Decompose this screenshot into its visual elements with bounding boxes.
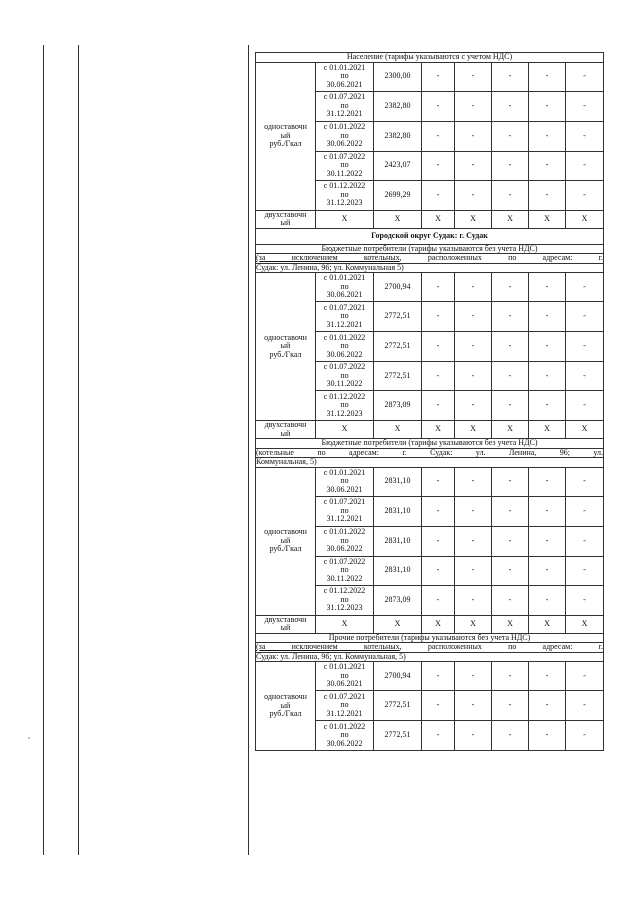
text-line: 31.12.2023 bbox=[326, 408, 363, 418]
text-line: с 01.07.2021 bbox=[323, 691, 366, 701]
text-line: 30.06.2022 bbox=[326, 139, 363, 149]
date-range bbox=[316, 362, 374, 391]
text-line: по bbox=[340, 189, 349, 199]
date-range bbox=[316, 721, 374, 751]
x-value: Х bbox=[566, 421, 604, 439]
text-line: с 01.01.2022 bbox=[323, 527, 366, 537]
empty-value: - bbox=[422, 121, 455, 151]
date-range bbox=[316, 556, 374, 585]
empty-value: - bbox=[492, 691, 529, 721]
empty-value: - bbox=[455, 151, 492, 180]
empty-value: - bbox=[566, 332, 604, 362]
section-note-row bbox=[256, 263, 604, 273]
empty-value: - bbox=[566, 151, 604, 180]
note-underlined: (за исключением котельных bbox=[256, 253, 400, 262]
empty-value: - bbox=[455, 332, 492, 362]
text-line: ый bbox=[280, 130, 291, 140]
unit-two-rate bbox=[256, 421, 316, 439]
section-note-row bbox=[256, 254, 604, 264]
date-range bbox=[316, 91, 374, 121]
price-value: 2831,10 bbox=[374, 526, 422, 556]
empty-value: - bbox=[422, 556, 455, 585]
price-value: 2423,07 bbox=[374, 151, 422, 180]
empty-value: - bbox=[529, 467, 566, 496]
empty-value: - bbox=[529, 691, 566, 721]
margin-line-inner bbox=[78, 45, 79, 855]
price-value: 2382,80 bbox=[374, 91, 422, 121]
margin-line-table bbox=[248, 45, 249, 855]
unit-two-rate bbox=[256, 615, 316, 633]
text-line: 31.12.2023 bbox=[326, 603, 363, 613]
tariff-row bbox=[256, 662, 604, 691]
price-value: 2772,51 bbox=[374, 362, 422, 391]
text-line: 30.11.2022 bbox=[326, 379, 363, 389]
city-row bbox=[256, 228, 604, 244]
price-value: 2831,10 bbox=[374, 467, 422, 496]
date-range bbox=[316, 391, 374, 421]
empty-value: - bbox=[492, 62, 529, 91]
empty-value: - bbox=[492, 391, 529, 421]
text-line: двухставочн bbox=[264, 209, 307, 219]
text-line: по bbox=[340, 130, 349, 140]
text-line: с 01.01.2021 bbox=[323, 467, 366, 477]
empty-value: - bbox=[566, 302, 604, 332]
empty-value: - bbox=[492, 585, 529, 615]
empty-value: - bbox=[492, 91, 529, 121]
price-value: 2700,94 bbox=[374, 662, 422, 691]
text-line: ый bbox=[280, 623, 291, 632]
empty-value: - bbox=[455, 302, 492, 332]
empty-value: - bbox=[422, 62, 455, 91]
text-line: по bbox=[340, 370, 349, 380]
empty-value: - bbox=[455, 526, 492, 556]
text-line: одноставочн bbox=[264, 122, 307, 132]
text-line: руб./Гкал bbox=[269, 709, 302, 719]
empty-value: - bbox=[492, 556, 529, 585]
empty-value: - bbox=[529, 556, 566, 585]
price-value: 2873,09 bbox=[374, 391, 422, 421]
section-note: (котельные по адресам: г. Судак: ул. Ленина, 96; ул. bbox=[256, 447, 604, 457]
empty-value: - bbox=[566, 556, 604, 585]
x-value: Х bbox=[529, 421, 566, 439]
empty-value: - bbox=[529, 151, 566, 180]
x-value: Х bbox=[422, 210, 455, 228]
city-heading: Городской округ Судак: г. Судак bbox=[256, 228, 604, 244]
text-line: по bbox=[340, 400, 349, 410]
text-line: с 01.01.2022 bbox=[323, 122, 366, 132]
price-value: 2699,29 bbox=[374, 180, 422, 210]
margin-line-left bbox=[43, 45, 44, 855]
text-line: с 01.07.2022 bbox=[323, 362, 366, 372]
text-line: по bbox=[340, 505, 349, 515]
empty-value: - bbox=[455, 273, 492, 302]
text-line: по bbox=[340, 311, 349, 321]
empty-value: - bbox=[492, 180, 529, 210]
x-value: Х bbox=[455, 615, 492, 633]
text-line: по bbox=[340, 71, 349, 81]
empty-value: - bbox=[529, 180, 566, 210]
x-value: Х bbox=[374, 210, 422, 228]
empty-value: - bbox=[566, 362, 604, 391]
empty-value: - bbox=[455, 391, 492, 421]
empty-value: - bbox=[422, 332, 455, 362]
section-note: Судак: ул. Ленина, 96; ул. Коммунальная, 5) bbox=[256, 652, 604, 662]
price-value: 2831,10 bbox=[374, 496, 422, 526]
text-line: одноставочн bbox=[264, 332, 307, 342]
price-value: 2772,51 bbox=[374, 721, 422, 751]
empty-value: - bbox=[492, 273, 529, 302]
date-range bbox=[316, 496, 374, 526]
two-rate-row bbox=[256, 615, 604, 633]
x-value: Х bbox=[316, 421, 374, 439]
text-line: с 01.07.2022 bbox=[323, 151, 366, 161]
text-line: по bbox=[340, 730, 349, 740]
x-value: Х bbox=[566, 210, 604, 228]
price-value: 2831,10 bbox=[374, 556, 422, 585]
date-range bbox=[316, 585, 374, 615]
price-value: 2873,09 bbox=[374, 585, 422, 615]
empty-value: - bbox=[566, 180, 604, 210]
empty-value: - bbox=[455, 691, 492, 721]
section-note-row bbox=[256, 643, 604, 653]
date-range bbox=[316, 526, 374, 556]
empty-value: - bbox=[529, 391, 566, 421]
empty-value: - bbox=[492, 151, 529, 180]
x-value: Х bbox=[316, 210, 374, 228]
x-value: Х bbox=[316, 615, 374, 633]
text-line: двухставочн bbox=[264, 420, 307, 429]
empty-value: - bbox=[455, 121, 492, 151]
empty-value: - bbox=[492, 332, 529, 362]
empty-value: - bbox=[566, 467, 604, 496]
empty-value: - bbox=[422, 151, 455, 180]
empty-value: - bbox=[492, 302, 529, 332]
section-note-row bbox=[256, 458, 604, 468]
empty-value: - bbox=[455, 556, 492, 585]
price-value: 2772,51 bbox=[374, 691, 422, 721]
text-line: по bbox=[340, 594, 349, 604]
empty-value: - bbox=[566, 662, 604, 691]
note-rest: , расположенных по адресам: г. bbox=[399, 642, 604, 651]
date-range bbox=[316, 691, 374, 721]
unit-one-rate bbox=[256, 273, 316, 421]
date-range bbox=[316, 662, 374, 691]
tariff-table bbox=[255, 52, 604, 751]
date-range bbox=[316, 467, 374, 496]
empty-value: - bbox=[529, 496, 566, 526]
x-value: Х bbox=[374, 421, 422, 439]
empty-value: - bbox=[422, 467, 455, 496]
text-line: ый bbox=[280, 428, 291, 438]
empty-value: - bbox=[422, 91, 455, 121]
x-value: Х bbox=[422, 421, 455, 439]
price-value: 2772,51 bbox=[374, 302, 422, 332]
empty-value: - bbox=[566, 691, 604, 721]
text-line: ый bbox=[280, 218, 291, 227]
x-value: Х bbox=[529, 615, 566, 633]
text-line: по bbox=[340, 476, 349, 486]
text-line: по bbox=[340, 700, 349, 710]
empty-value: - bbox=[492, 721, 529, 751]
empty-value: - bbox=[455, 362, 492, 391]
empty-value: - bbox=[492, 467, 529, 496]
x-value: Х bbox=[492, 421, 529, 439]
empty-value: - bbox=[455, 585, 492, 615]
two-rate-row bbox=[256, 421, 604, 439]
empty-value: - bbox=[422, 391, 455, 421]
text-line: с 01.01.2022 bbox=[323, 332, 366, 342]
x-value: Х bbox=[529, 210, 566, 228]
text-line: двухставочн bbox=[264, 614, 307, 624]
empty-value: - bbox=[455, 662, 492, 691]
text-line: руб./Гкал bbox=[269, 349, 302, 359]
empty-value: - bbox=[529, 273, 566, 302]
text-line: 31.12.2021 bbox=[326, 514, 363, 524]
section-heading: Прочие потребители (тарифы указываются без учета НДС) bbox=[256, 633, 604, 643]
text-line: одноставочн bbox=[264, 692, 307, 702]
text-line: по bbox=[340, 670, 349, 680]
section-note: Коммунальная, 5) bbox=[256, 458, 604, 468]
text-line: 30.11.2022 bbox=[326, 168, 363, 178]
unit-one-rate bbox=[256, 62, 316, 210]
section-heading-row bbox=[256, 439, 604, 449]
empty-value: - bbox=[422, 362, 455, 391]
empty-value: - bbox=[529, 721, 566, 751]
empty-value: - bbox=[492, 121, 529, 151]
empty-value: - bbox=[422, 273, 455, 302]
text-line: по bbox=[340, 160, 349, 170]
unit-one-rate bbox=[256, 467, 316, 615]
text-line: 31.12.2021 bbox=[326, 708, 363, 718]
text-line: ый bbox=[280, 700, 291, 710]
section-note bbox=[256, 254, 604, 264]
tariff-row bbox=[256, 62, 604, 91]
text-line: 30.06.2021 bbox=[326, 484, 363, 494]
text-line: 31.12.2021 bbox=[326, 319, 363, 329]
empty-value: - bbox=[566, 721, 604, 751]
empty-value: - bbox=[422, 496, 455, 526]
text-line: по bbox=[340, 281, 349, 291]
date-range bbox=[316, 62, 374, 91]
text-line: 30.11.2022 bbox=[326, 573, 363, 583]
empty-value: - bbox=[455, 721, 492, 751]
x-value: Х bbox=[566, 615, 604, 633]
text-line: ый bbox=[280, 341, 291, 351]
text-line: одноставочн bbox=[264, 527, 307, 537]
tariff-row bbox=[256, 273, 604, 302]
empty-value: - bbox=[566, 391, 604, 421]
text-line: 30.06.2021 bbox=[326, 79, 363, 89]
empty-value: - bbox=[529, 526, 566, 556]
text-line: с 01.12.2022 bbox=[323, 391, 366, 401]
section-note: Судак: ул. Ленина, 96; ул. Коммунальная 5) bbox=[256, 263, 604, 273]
text-line: руб./Гкал bbox=[269, 139, 302, 149]
text-line: 30.06.2022 bbox=[326, 349, 363, 359]
text-line: с 01.07.2021 bbox=[323, 497, 366, 507]
unit-one-rate bbox=[256, 662, 316, 751]
date-range bbox=[316, 273, 374, 302]
text-line: с 01.07.2022 bbox=[323, 556, 366, 566]
note-underlined: (за исключением котельных bbox=[256, 642, 400, 651]
text-line: с 01.07.2021 bbox=[323, 92, 366, 102]
empty-value: - bbox=[422, 180, 455, 210]
text-line: 30.06.2021 bbox=[326, 290, 363, 300]
text-line: с 01.12.2022 bbox=[323, 181, 366, 191]
x-value: Х bbox=[374, 615, 422, 633]
date-range bbox=[316, 151, 374, 180]
empty-value: - bbox=[566, 121, 604, 151]
empty-value: - bbox=[566, 273, 604, 302]
empty-value: - bbox=[529, 91, 566, 121]
empty-value: - bbox=[529, 332, 566, 362]
text-line: с 01.07.2021 bbox=[323, 302, 366, 312]
empty-value: - bbox=[492, 362, 529, 391]
empty-value: - bbox=[529, 302, 566, 332]
text-line: по bbox=[340, 341, 349, 351]
date-range bbox=[316, 332, 374, 362]
section-heading: Бюджетные потребители (тарифы указываются без учета НДС) bbox=[256, 439, 604, 449]
empty-value: - bbox=[455, 467, 492, 496]
price-value: 2382,80 bbox=[374, 121, 422, 151]
section-note-row bbox=[256, 652, 604, 662]
price-value: 2300,00 bbox=[374, 62, 422, 91]
date-range bbox=[316, 302, 374, 332]
note-rest: , расположенных по адресам: г. bbox=[399, 253, 604, 262]
empty-value: - bbox=[422, 721, 455, 751]
empty-value: - bbox=[566, 91, 604, 121]
empty-value: - bbox=[422, 526, 455, 556]
text-line: с 01.01.2021 bbox=[323, 62, 366, 72]
price-value: 2700,94 bbox=[374, 273, 422, 302]
x-value: Х bbox=[492, 210, 529, 228]
text-line: 30.06.2021 bbox=[326, 679, 363, 689]
empty-value: - bbox=[455, 180, 492, 210]
tariff-table-body bbox=[256, 53, 604, 751]
empty-value: - bbox=[422, 662, 455, 691]
empty-value: - bbox=[455, 496, 492, 526]
x-value: Х bbox=[492, 615, 529, 633]
text-line: руб./Гкал bbox=[269, 544, 302, 554]
empty-value: - bbox=[422, 691, 455, 721]
unit-two-rate bbox=[256, 210, 316, 228]
x-value: Х bbox=[455, 210, 492, 228]
text-line: 30.06.2022 bbox=[326, 544, 363, 554]
text-line: по bbox=[340, 535, 349, 545]
text-line: по bbox=[340, 565, 349, 575]
empty-value: - bbox=[529, 662, 566, 691]
section-heading-row bbox=[256, 53, 604, 63]
empty-value: - bbox=[492, 662, 529, 691]
text-line: с 01.12.2022 bbox=[323, 586, 366, 596]
text-line: с 01.01.2022 bbox=[323, 721, 366, 731]
empty-value: - bbox=[566, 62, 604, 91]
section-heading: Население (тарифы указываются с учетом НДС) bbox=[256, 53, 604, 63]
section-heading: Бюджетные потребители (тарифы указываются без учета НДС) bbox=[256, 244, 604, 254]
price-value: 2772,51 bbox=[374, 332, 422, 362]
text-line: 30.06.2022 bbox=[326, 738, 363, 748]
empty-value: - bbox=[529, 585, 566, 615]
text-line: 31.12.2023 bbox=[326, 198, 363, 208]
text-line: по bbox=[340, 100, 349, 110]
x-value: Х bbox=[422, 615, 455, 633]
empty-value: - bbox=[492, 496, 529, 526]
empty-value: - bbox=[566, 585, 604, 615]
empty-value: - bbox=[492, 526, 529, 556]
empty-value: - bbox=[455, 62, 492, 91]
scan-speck bbox=[28, 737, 30, 739]
text-line: ый bbox=[280, 535, 291, 545]
date-range bbox=[316, 121, 374, 151]
empty-value: - bbox=[422, 585, 455, 615]
empty-value: - bbox=[422, 302, 455, 332]
empty-value: - bbox=[455, 91, 492, 121]
empty-value: - bbox=[529, 62, 566, 91]
empty-value: - bbox=[529, 121, 566, 151]
text-line: с 01.01.2021 bbox=[323, 662, 366, 672]
text-line: с 01.01.2021 bbox=[323, 273, 366, 283]
empty-value: - bbox=[566, 526, 604, 556]
empty-value: - bbox=[529, 362, 566, 391]
two-rate-row bbox=[256, 210, 604, 228]
tariff-row bbox=[256, 467, 604, 496]
section-note bbox=[256, 643, 604, 653]
empty-value: - bbox=[566, 496, 604, 526]
text-line: 31.12.2021 bbox=[326, 109, 363, 119]
x-value: Х bbox=[455, 421, 492, 439]
date-range bbox=[316, 180, 374, 210]
